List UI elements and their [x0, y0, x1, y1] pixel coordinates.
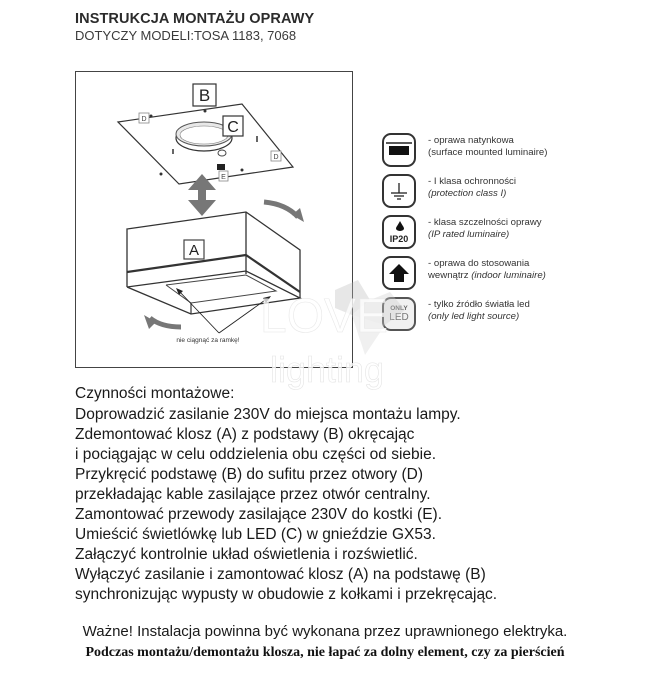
instructions-heading: Czynności montażowe:: [75, 385, 235, 402]
instruction-line: przekładając kable zasilające przez otwór centralny.: [75, 486, 431, 503]
ip-rating-icon: [382, 215, 416, 249]
handling-warning: Podczas montażu/demontażu klosza, nie łapać za dolny element, czy za pierścień: [85, 645, 565, 660]
icon-row-only-led: [382, 297, 622, 337]
label-a: A: [188, 242, 200, 259]
icon-text-en: (only led light source): [428, 311, 520, 322]
icon-text-en: (IP rated luminaire): [428, 229, 510, 240]
icon-text-en: (protection class I): [428, 188, 507, 199]
instruction-line: Doprowadzić zasilanie 230V do miejsca montażu lampy.: [75, 406, 461, 423]
led-label: LED: [389, 312, 409, 323]
label-c: C: [227, 119, 239, 136]
model-subtitle: DOTYCZY MODELI:TOSA 1183, 7068: [75, 28, 297, 43]
diagram-caption: nie ciągnąć za ramkę!: [176, 337, 240, 344]
instruction-line: Zdemontować klosz (A) z podstawy (B) okręcając: [75, 426, 415, 443]
instruction-line: Umieścić świetlówkę lub LED (C) w gnieździe GX53.: [75, 526, 436, 543]
only-label: ONLY: [390, 305, 408, 312]
water-drop-icon: [396, 221, 404, 231]
label-d-right: D: [273, 154, 279, 161]
instruction-line: Przykręcić podstawę (B) do sufitu przez otwory (D): [75, 466, 423, 483]
instruction-line: i pociągając w celu oddzielenia obu części od siebie.: [75, 446, 437, 463]
instruction-line: Załączyć kontrolnie układ oświetlenia i rozświetlić.: [75, 546, 418, 563]
ip-badge: IP20: [389, 234, 409, 244]
icon-row-indoor: [382, 256, 622, 296]
instruction-line: Zamontować przewody zasilające 230V do kostki (E).: [75, 506, 442, 523]
only-led-icon: [382, 297, 416, 331]
document-title: INSTRUKCJA MONTAŻU OPRAWY: [75, 11, 315, 27]
electrician-warning: Ważne! Instalacja powinna być wykonana przez uprawnionego elektryka.: [82, 623, 568, 640]
icon-text-pl2: wewnątrz: [428, 270, 469, 281]
label-b: B: [198, 86, 211, 105]
indoor-icon: [382, 256, 416, 290]
protection-class-icon: [382, 174, 416, 208]
label-d-left: D: [141, 116, 147, 123]
instructions-list: [75, 405, 497, 605]
icon-row-protection-class: [382, 174, 622, 214]
icon-text-pl: - oprawa do stosowania: [428, 258, 530, 269]
svg-text:lighting: lighting: [270, 349, 385, 390]
house-icon: [388, 262, 410, 284]
icon-row-surface-mounted: [382, 133, 622, 173]
instruction-line: Wyłączyć zasilanie i zamontować klosz (A) na podstawę (B): [75, 566, 486, 583]
icon-text-pl: - tylko źródło światła led: [428, 299, 530, 310]
icon-text-pl: - klasa szczelności oprawy: [428, 217, 542, 228]
instruction-line: synchronizując wypusty w obudowie z kołkami i przekręcając.: [75, 586, 498, 603]
icon-row-ip-rating: [382, 215, 622, 255]
icon-text-pl: - oprawa natynkowa: [428, 135, 514, 146]
label-e: E: [221, 174, 226, 181]
assembly-diagram: [75, 71, 353, 368]
surface-mounted-icon: [382, 133, 416, 167]
icon-text-en: (surface mounted luminaire): [428, 147, 548, 158]
icon-text-pl: - I klasa ochronności: [428, 176, 516, 187]
svg-text:LOVE: LOVE: [260, 290, 389, 343]
assembly-illustration: [76, 72, 352, 367]
icon-text-en: (indoor luminaire): [471, 270, 546, 281]
